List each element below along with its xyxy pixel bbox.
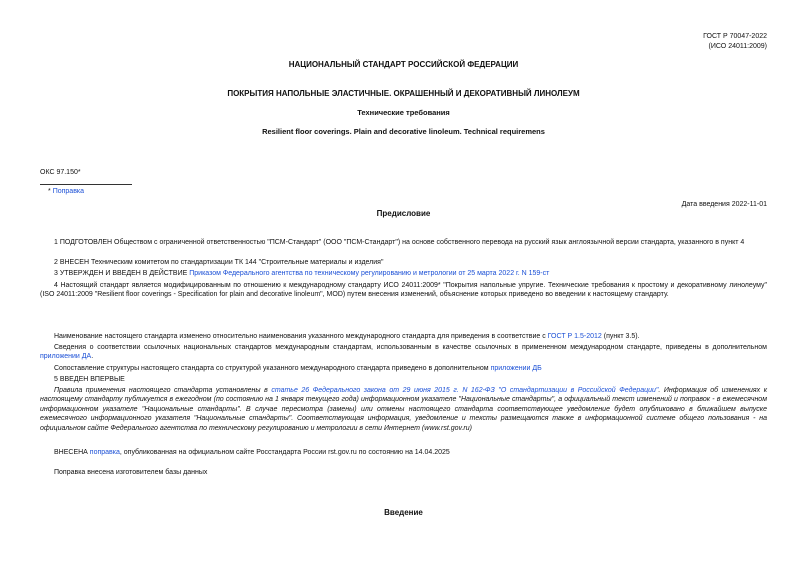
foreword-amendment-note <box>40 448 767 457</box>
foreword-item-3-text: 3 УТВЕРЖДЕН И ВВЕДЕН В ДЕЙСТВИЕ <box>54 270 190 277</box>
doc-code: ГОСТ Р 70047-2022 <box>703 33 767 40</box>
rules-text-b: . Информация об изменениях к настоящему стандарту публикуется в ежегодном (по состоянию на 1 января текущего года) информационном указателе "Национальные стандарты", а официальный текст изменений и поправок - в ежемесячном информационном указателе "Национальные стандарты". В случае пересмотра (замены) или отмены настоящего стандарта соответствующее уведомление будет опубликовано в ближайшем выпуске ежемесячного информационного указателя "Национальные стандарты". Соответствующая информация, уведомление и тексты размещаются также в информационной системе общего пользования - на официальном сайте Федерального агентства по техническому регулированию и метрологии в сети Интернет (www.rst.gov.ru) <box>40 387 768 432</box>
foreword-amendment-by-db: Поправка внесена изготовителем базы данных <box>54 469 208 476</box>
foreword-name-change <box>40 332 767 341</box>
national-standard-heading: НАЦИОНАЛЬНЫЙ СТАНДАРТ РОССИЙСКОЙ ФЕДЕРАЦИИ <box>288 60 519 69</box>
footnote-marker: * <box>48 188 51 195</box>
amendment-link[interactable]: Поправка <box>52 188 85 195</box>
foreword-item-1: 1 ПОДГОТОВЛЕН Обществом с ограниченной ответственностью "ПСМ-Стандарт" (ООО "ПСМ-Стандарт") на основе собственного перевода на русский язык англоязычной версии стандарта, указанного в пункт 4 <box>54 239 745 246</box>
foreword-item-2: 2 ВНЕСЕН Техническим комитетом по стандартизации ТК 144 "Строительные материалы и изделия" <box>54 259 384 266</box>
document-title-en: Resilient floor coverings. Plain and decorative linoleum. Technical requiremens <box>262 127 545 136</box>
intro-date: Дата введения 2022-11-01 <box>681 201 767 208</box>
foreword-references <box>40 343 767 362</box>
amendment-note-b: , опубликованная на официальном сайте Росстандарта России rst.gov.ru по состоянию на 14.04.2025 <box>119 449 450 456</box>
foreword-rules <box>40 386 767 433</box>
amendment-note-link[interactable]: поправка <box>89 449 120 456</box>
foreword-item-3 <box>40 269 767 278</box>
amendment-note-a: ВНЕСЕНА <box>54 449 90 456</box>
name-change-tail: (пункт 3.5). <box>601 333 640 340</box>
name-change-text: Наименование настоящего стандарта изменено относительно наименования указанного международного стандарта для приведения в соответствие с <box>54 333 548 340</box>
structure-text: Сопоставление структуры настоящего стандарта со структурой указанного международного стандарта приведено в дополнительном <box>54 365 491 372</box>
rules-text-a: Правила применения настоящего стандарта установлены в <box>54 387 272 394</box>
document-title: ПОКРЫТИЯ НАПОЛЬНЫЕ ЭЛАСТИЧНЫЕ. ОКРАШЕННЫЙ И ДЕКОРАТИВНЫЙ ЛИНОЛЕУМ <box>227 89 580 98</box>
foreword-item-5: 5 ВВЕДЕН ВПЕРВЫЕ <box>54 376 125 383</box>
foreword-structure <box>40 364 767 373</box>
foreword-heading: Предисловие <box>376 209 431 218</box>
gost-r-1-5-link[interactable]: ГОСТ Р 1.5-2012 <box>547 333 602 340</box>
federal-law-link[interactable]: статье 26 Федерального закона от 29 июня 2015 г. N 162-ФЗ "О стандартизации в Российской Федерации" <box>271 387 659 394</box>
document-subtitle: Технические требования <box>357 108 450 117</box>
doc-code-iso: (ИСО 24011:2009) <box>708 43 767 50</box>
oks-code: ОКС 97.150* <box>40 169 81 176</box>
introduction-heading: Введение <box>384 508 423 517</box>
appendix-db-link[interactable]: приложении ДБ <box>490 365 542 372</box>
references-text: Сведения о соответствии ссылочных национальных стандартов международным стандартам, использованным в качестве ссылочных в примененном международном стандарте, приведены в дополнительном <box>54 344 767 351</box>
amendment-footnote <box>48 187 84 196</box>
references-tail: . <box>91 353 94 361</box>
appendix-da-link[interactable]: приложении ДА <box>40 353 92 361</box>
order-link[interactable]: Приказом Федерального агентства по техническому регулированию и метрологии от 25 марта 2022 г. N 159-ст <box>189 270 550 277</box>
foreword-item-4: 4 Настоящий стандарт является модифицированным по отношению к международному стандарту ИСО 24011:2009* "Покрытия напольные упругие. Технические требования к простому и декоративному линолеуму" (ISO 24011:2009 "Resilient floor coverings - Specification for plain and decorative linoleum", MOD) путем внесения изменений, объяснение которых приведено во введении к настоящему стандарту. <box>40 282 767 299</box>
footnote-divider <box>40 184 132 185</box>
